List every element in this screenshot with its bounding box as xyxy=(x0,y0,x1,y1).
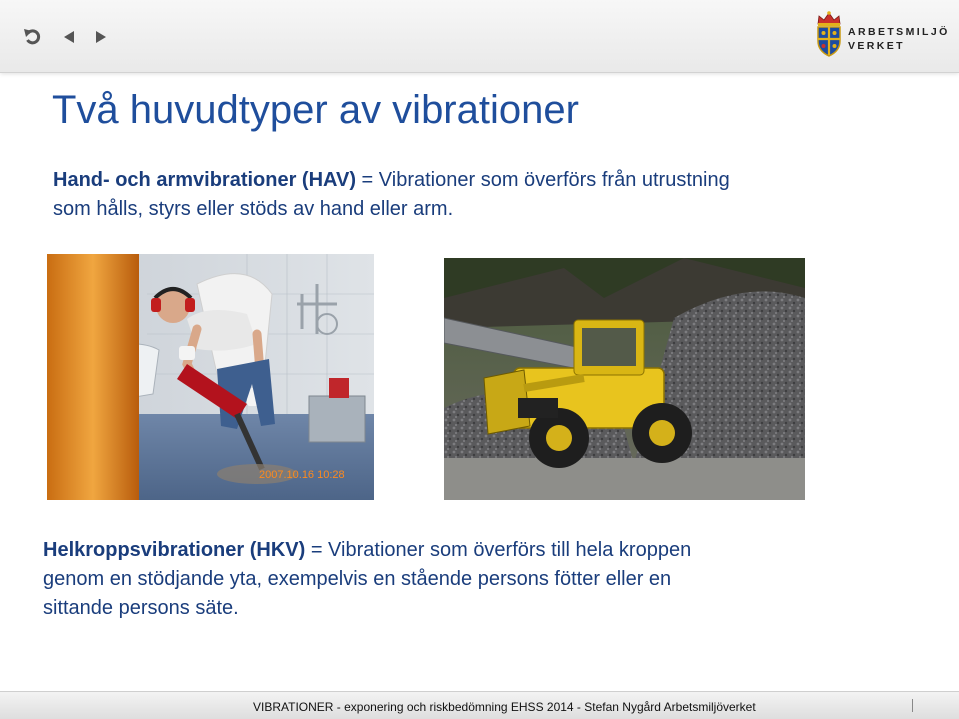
photo-timestamp: 2007.10.16 10:28 xyxy=(259,469,345,481)
crest-icon xyxy=(814,10,844,58)
hav-term: Hand- och armvibrationer (HAV) xyxy=(53,169,356,191)
wheel-loader-photo xyxy=(444,258,805,500)
logo-text-line1: ARBETSMILJÖ xyxy=(848,26,950,38)
hkv-definition: = Vibrationer som överförs till hela kroppen genom en stödjande yta, exempelvis en stående persons fötter eller en sittande persons säte. xyxy=(43,539,692,619)
hav-paragraph xyxy=(53,166,753,224)
undo-icon[interactable] xyxy=(22,26,44,48)
footer-separator xyxy=(912,699,913,712)
jackhammer-worker-photo xyxy=(47,254,374,500)
arrow-right-icon[interactable] xyxy=(90,26,112,48)
slide-title: Två huvudtyper av vibrationer xyxy=(52,88,579,132)
top-toolbar xyxy=(0,0,959,73)
hkv-term: Helkroppsvibrationer (HKV) xyxy=(43,539,306,561)
hkv-paragraph xyxy=(43,536,743,623)
footer-text: VIBRATIONER - exponering och riskbedömning EHSS 2014 - Stefan Nygård Arbetsmiljöverket xyxy=(253,700,756,714)
hav-definition: = Vibrationer som överförs från utrustning som hålls, styrs eller stöds av hand eller arm. xyxy=(53,169,730,220)
logo-text-line2: VERKET xyxy=(848,40,905,52)
arrow-left-icon[interactable] xyxy=(58,26,80,48)
footer-bar xyxy=(0,691,959,719)
arbetsmiljoverket-logo xyxy=(814,10,949,60)
